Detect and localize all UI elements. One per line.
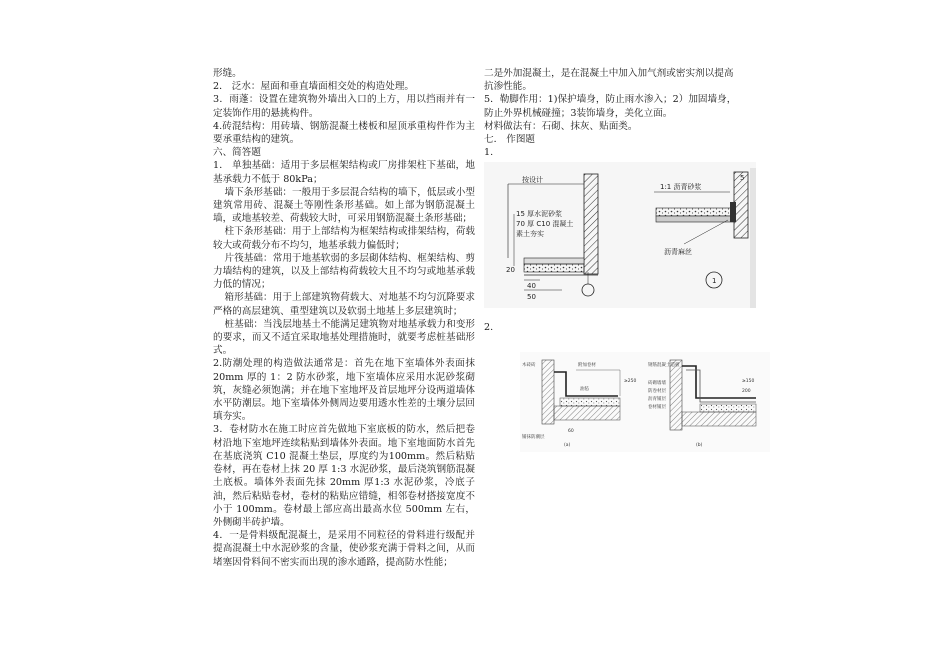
paragraph: 2.防潮处理的构造做法通常是：首先在地下室墙体外表面抹 20mm 厚的 1：2 防水砂浆，地下室墙体应采用水泥砂浆砌筑，灰缝必须饱满；并在地下室地坪及首层地坪分设两道墙体水平防潮层。地下室墙体外侧周边要用透水性差的土壤分层回填夯实。: [213, 358, 475, 423]
paragraph: 箱形基础：用于上部建筑物荷载大、对地基不均匀沉降要求严格的高层建筑、重型建筑以及软弱土地基上多层建筑时；: [213, 292, 475, 317]
paragraph: 3．卷材防水在施工时应首先做地下室底板的防水，然后把卷材沿地下室地坪连续粘贴到墙体外表面。地下室地面防水首先在基底浇筑 C10 混凝土垫层，厚度约为100mm。然后粘贴卷材，再在卷材上抹 20 厚 1:3 水泥砂浆，最后浇筑钢筋混凝土底板。墙体外表面先抹 20mm 厚1:3 水泥砂浆，冷底子油，然后粘贴卷材，卷材的粘贴应错缝，相邻卷材搭接宽度不小于 100mm。卷材最上部应高出最高水位 500mm 左右，外侧砌半砖护墙。: [213, 424, 475, 528]
paragraph: 柱下条形基础：用于上部结构为框架结构或排架结构，荷载较大或荷载分布不均匀，地基承载力偏低时；: [213, 226, 475, 251]
paragraph: 片筏基础：常用于地基软弱的多层砌体结构、框架结构、剪力墙结构的建筑，以及上部结构荷载较大且不均匀或地基承载力低的情况；: [213, 252, 475, 291]
label-a-3: 铺抹防潮层: [522, 435, 545, 440]
label-bitumen-fiber: 沥青麻丝: [664, 248, 692, 256]
figure-number: 1.: [484, 147, 494, 159]
label-b-2: 砖砌墙墙: [648, 381, 666, 386]
figure-2-number: 2.: [484, 322, 494, 333]
paragraph: 3．雨蓬：设置在建筑物外墙出入口的上方，用以挡雨并有一定装饰作用的悬挑构件。: [213, 94, 475, 119]
figure-2-drawing: [520, 352, 770, 452]
paragraph: 4.砖混结构：用砖墙、钢筋混凝土楼板和屋顶承重构件作为主要承重结构的建筑。: [213, 120, 475, 146]
detail-number: 1: [712, 277, 717, 285]
label-a-1: 木砖砖: [522, 363, 536, 368]
dim-5: 5: [740, 174, 745, 182]
paragraph: 桩基础：当浅层地基土不能满足建筑物对地基承载力和变形的要求，而又不适宜采取地基处理措施时，就要考虑桩基础形式。: [213, 318, 475, 357]
paragraph: 二是外加混凝土，是在混凝土中加入加气剂或密实剂以提高抗渗性能。: [484, 68, 734, 93]
label-b-4: 沥青铺层: [648, 397, 666, 402]
left-column: [213, 67, 475, 569]
label-15-mortar: 15 厚水泥砂浆: [516, 210, 563, 218]
paragraph: 2． 泛水：屋面和垂直墙面相交处的构造处理。: [213, 81, 415, 93]
dim-a-2: 60: [568, 429, 574, 434]
label-soil: 素土夯实: [516, 230, 544, 238]
figure-1-drawing: [484, 162, 756, 308]
label-design: 按设计: [522, 176, 543, 184]
dim-a-1: ≥250: [624, 379, 637, 384]
label-b-1: 钢筋混凝土造板: [648, 363, 680, 368]
axis-circle: [582, 284, 594, 296]
label-b-5: 卷材铺层: [648, 405, 666, 410]
mortar-layer: [524, 258, 584, 264]
wall-hatch: [584, 174, 598, 274]
paragraph: 形缝。: [213, 68, 242, 79]
dim-b-1: ≥150: [742, 379, 755, 384]
caption-a: (a): [564, 443, 571, 448]
dim-50: 50: [527, 293, 536, 301]
concrete-layer: [524, 264, 584, 272]
paragraph: 5．勒脚作用：1)保护墙身，防止雨水渗入；2）加固墙身，防止外界机械碰撞；3装饰墙身，美化立面。: [484, 94, 737, 119]
dim-40: 40: [527, 282, 536, 290]
label-b-3: 防卷材层: [648, 389, 666, 394]
dim-b-2: 200: [742, 389, 751, 394]
paragraph: 4．一是骨料级配混凝土，是采用不同粒径的骨料进行级配并提高混凝土中水泥砂浆的含量，使砂浆充满于骨料之间，从而堵塞因骨料间不密实而出现的渗水通路，提高防水性能；: [213, 530, 475, 568]
paragraph: 材料做法有：石砌、抹灰、贴面类。: [484, 120, 638, 132]
label-a-2: 附加卷材: [578, 363, 596, 368]
label-bitumen-mortar: 1:1 沥青砂浆: [660, 183, 702, 191]
paragraph: 墙下条形基础：一般用于多层混合结构的墙下，低层或小型建筑常用砖、混凝土等刚性条形基础。如上部为钢筋混凝土墙，或地基较差、荷载较大时，可采用钢筋混凝土条形基础；: [213, 186, 475, 225]
section-heading: 七． 作图题: [484, 134, 536, 146]
figure-2-svg: [520, 352, 770, 452]
dim-20: 20: [506, 266, 515, 274]
paragraph: 1． 单独基础：适用于多层框架结构或厂房排架柱下基础，地基承载力不低于 80kPa；: [213, 160, 475, 185]
section-heading: 六、简答题: [213, 147, 261, 159]
label-a-4: 油毡: [580, 387, 589, 392]
label-70-concrete: 70 厚 C10 混凝土: [516, 220, 574, 228]
caption-b: (b): [696, 443, 703, 448]
right-column: [484, 67, 742, 159]
figure-1-svg: [484, 162, 756, 308]
